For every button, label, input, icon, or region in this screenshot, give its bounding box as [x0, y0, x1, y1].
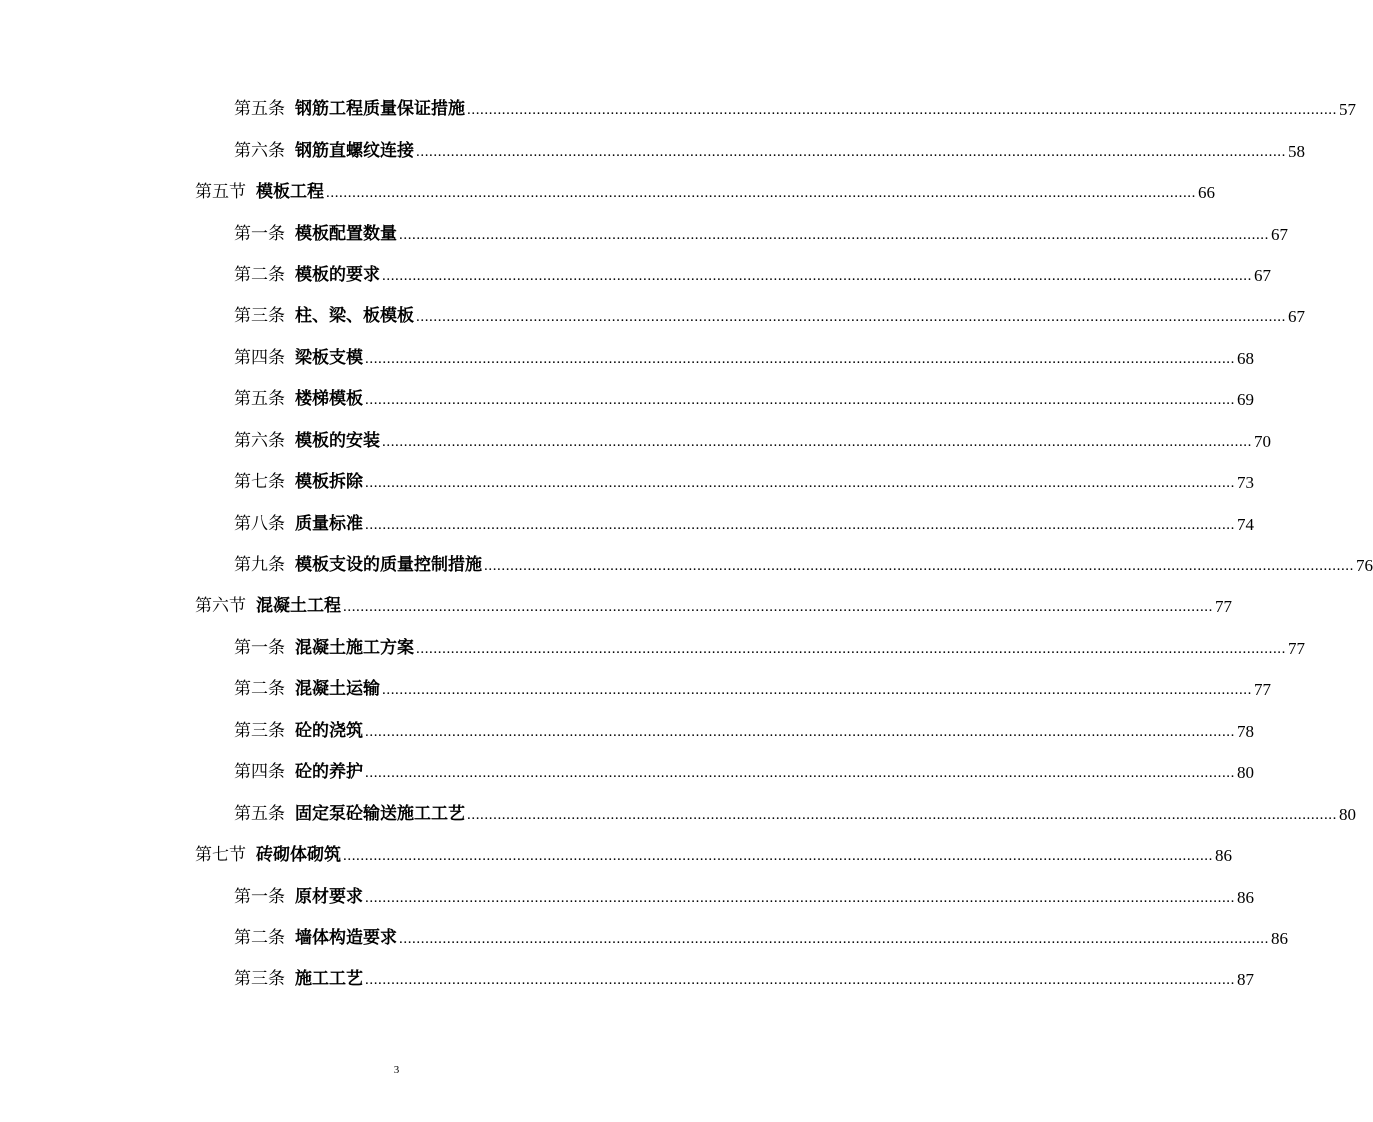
toc-article-entry[interactable]: [0, 462, 1254, 503]
toc-dot-leader: ........................................................................................................................................................................................................: [343, 599, 1213, 616]
toc-entry-number: 第七条: [234, 472, 285, 493]
toc-entry-page-number: 86: [1271, 928, 1288, 948]
toc-dot-leader: ........................................................................................................................................................................................................: [416, 640, 1286, 657]
toc-entry-page-number: 86: [1237, 887, 1254, 907]
toc-article-entry[interactable]: [0, 379, 1254, 420]
toc-entry-number: 第二条: [234, 264, 285, 285]
toc-entry-page-number: 58: [1288, 141, 1305, 161]
toc-article-entry[interactable]: [0, 421, 1271, 462]
toc-article-entry[interactable]: [0, 89, 1356, 130]
toc-entry-number: 第五条: [234, 389, 285, 410]
toc-entry-page-number: 67: [1254, 265, 1271, 285]
toc-entry-title: 砼的养护: [295, 762, 363, 783]
toc-article-entry[interactable]: [0, 628, 1305, 669]
toc-dot-leader: ........................................................................................................................................................................................................: [382, 682, 1252, 699]
page-number: 3: [393, 1064, 400, 1076]
toc-dot-leader: ........................................................................................................................................................................................................: [382, 267, 1252, 284]
toc-entry-page-number: 77: [1254, 680, 1271, 700]
toc-entry-number: 第九条: [234, 555, 285, 576]
table-of-contents: [0, 89, 1373, 1001]
toc-entry-title: 模板的要求: [295, 264, 380, 285]
toc-entry-title: 模板拆除: [295, 472, 363, 493]
toc-dot-leader: ........................................................................................................................................................................................................: [365, 475, 1235, 492]
toc-article-entry[interactable]: [0, 752, 1254, 793]
toc-entry-title: 固定泵砼输送施工工艺: [295, 803, 465, 824]
toc-entry-number: 第五条: [234, 803, 285, 824]
toc-dot-leader: ........................................................................................................................................................................................................: [467, 102, 1337, 119]
toc-entry-title: 梁板支模: [295, 347, 363, 368]
toc-entry-title: 楼梯模板: [295, 389, 363, 410]
toc-dot-leader: ........................................................................................................................................................................................................: [365, 392, 1235, 409]
toc-entry-title: 钢筋直螺纹连接: [295, 140, 414, 161]
toc-article-entry[interactable]: [0, 876, 1254, 917]
toc-entry-page-number: 69: [1237, 390, 1254, 410]
toc-dot-leader: ........................................................................................................................................................................................................: [343, 848, 1213, 865]
toc-entry-number: 第一条: [234, 886, 285, 907]
toc-entry-page-number: 74: [1237, 514, 1254, 534]
toc-entry-page-number: 80: [1339, 804, 1356, 824]
toc-entry-page-number: 67: [1288, 307, 1305, 327]
toc-entry-title: 质量标准: [295, 513, 363, 534]
toc-entry-number: 第六条: [234, 430, 285, 451]
toc-dot-leader: ........................................................................................................................................................................................................: [467, 806, 1337, 823]
toc-entry-title: 模板配置数量: [295, 223, 397, 244]
toc-entry-page-number: 87: [1237, 970, 1254, 990]
toc-entry-title: 砖砌体砌筑: [256, 845, 341, 866]
toc-dot-leader: ........................................................................................................................................................................................................: [416, 309, 1286, 326]
toc-entry-title: 砼的浇筑: [295, 720, 363, 741]
toc-entry-number: 第七节: [195, 845, 246, 866]
toc-section-entry[interactable]: [0, 172, 1215, 213]
toc-entry-title: 墙体构造要求: [295, 927, 397, 948]
toc-entry-page-number: 66: [1198, 183, 1215, 203]
toc-section-entry[interactable]: [0, 835, 1232, 876]
toc-entry-title: 模板工程: [256, 182, 324, 203]
toc-entry-page-number: 70: [1254, 431, 1271, 451]
toc-entry-number: 第三条: [234, 969, 285, 990]
toc-entry-title: 模板的安装: [295, 430, 380, 451]
toc-entry-title: 柱、梁、板模板: [295, 306, 414, 327]
toc-dot-leader: ........................................................................................................................................................................................................: [399, 930, 1269, 947]
toc-entry-number: 第六条: [234, 140, 285, 161]
toc-dot-leader: ........................................................................................................................................................................................................: [365, 350, 1235, 367]
toc-entry-number: 第三条: [234, 720, 285, 741]
toc-article-entry[interactable]: [0, 130, 1305, 171]
toc-dot-leader: ........................................................................................................................................................................................................: [365, 516, 1235, 533]
toc-entry-title: 混凝土工程: [256, 596, 341, 617]
toc-article-entry[interactable]: [0, 255, 1271, 296]
toc-article-entry[interactable]: [0, 213, 1288, 254]
toc-entry-number: 第二条: [234, 679, 285, 700]
toc-dot-leader: ........................................................................................................................................................................................................: [382, 433, 1252, 450]
toc-entry-title: 钢筋工程质量保证措施: [295, 99, 465, 120]
toc-entry-number: 第一条: [234, 223, 285, 244]
toc-entry-number: 第六节: [195, 596, 246, 617]
toc-entry-title: 模板支设的质量控制措施: [295, 555, 482, 576]
toc-article-entry[interactable]: [0, 545, 1373, 586]
toc-entry-number: 第四条: [234, 762, 285, 783]
toc-entry-page-number: 86: [1215, 846, 1232, 866]
toc-entry-number: 第五节: [195, 182, 246, 203]
toc-dot-leader: ........................................................................................................................................................................................................: [484, 558, 1354, 575]
toc-article-entry[interactable]: [0, 711, 1254, 752]
toc-entry-number: 第三条: [234, 306, 285, 327]
toc-dot-leader: ........................................................................................................................................................................................................: [365, 765, 1235, 782]
toc-entry-number: 第四条: [234, 347, 285, 368]
toc-entry-number: 第一条: [234, 637, 285, 658]
toc-dot-leader: ........................................................................................................................................................................................................: [416, 143, 1286, 160]
toc-entry-page-number: 67: [1271, 224, 1288, 244]
toc-entry-number: 第二条: [234, 927, 285, 948]
toc-dot-leader: ........................................................................................................................................................................................................: [365, 972, 1235, 989]
toc-section-entry[interactable]: [0, 586, 1232, 627]
toc-entry-title: 混凝土施工方案: [295, 637, 414, 658]
toc-entry-title: 原材要求: [295, 886, 363, 907]
toc-entry-page-number: 80: [1237, 763, 1254, 783]
toc-article-entry[interactable]: [0, 959, 1254, 1000]
toc-entry-number: 第八条: [234, 513, 285, 534]
toc-entry-title: 施工工艺: [295, 969, 363, 990]
toc-entry-page-number: 57: [1339, 100, 1356, 120]
toc-entry-page-number: 78: [1237, 721, 1254, 741]
toc-entry-page-number: 73: [1237, 473, 1254, 493]
toc-entry-page-number: 76: [1356, 556, 1373, 576]
toc-article-entry[interactable]: [0, 503, 1254, 544]
toc-article-entry[interactable]: [0, 338, 1254, 379]
toc-entry-page-number: 77: [1288, 638, 1305, 658]
toc-entry-title: 混凝土运输: [295, 679, 380, 700]
toc-article-entry[interactable]: [0, 669, 1271, 710]
toc-entry-page-number: 68: [1237, 348, 1254, 368]
toc-dot-leader: ........................................................................................................................................................................................................: [326, 185, 1196, 202]
toc-article-entry[interactable]: [0, 793, 1356, 834]
toc-article-entry[interactable]: [0, 918, 1288, 959]
toc-entry-page-number: 77: [1215, 597, 1232, 617]
toc-dot-leader: ........................................................................................................................................................................................................: [365, 723, 1235, 740]
toc-entry-number: 第五条: [234, 99, 285, 120]
toc-article-entry[interactable]: [0, 296, 1305, 337]
toc-dot-leader: ........................................................................................................................................................................................................: [365, 889, 1235, 906]
toc-dot-leader: ........................................................................................................................................................................................................: [399, 226, 1269, 243]
